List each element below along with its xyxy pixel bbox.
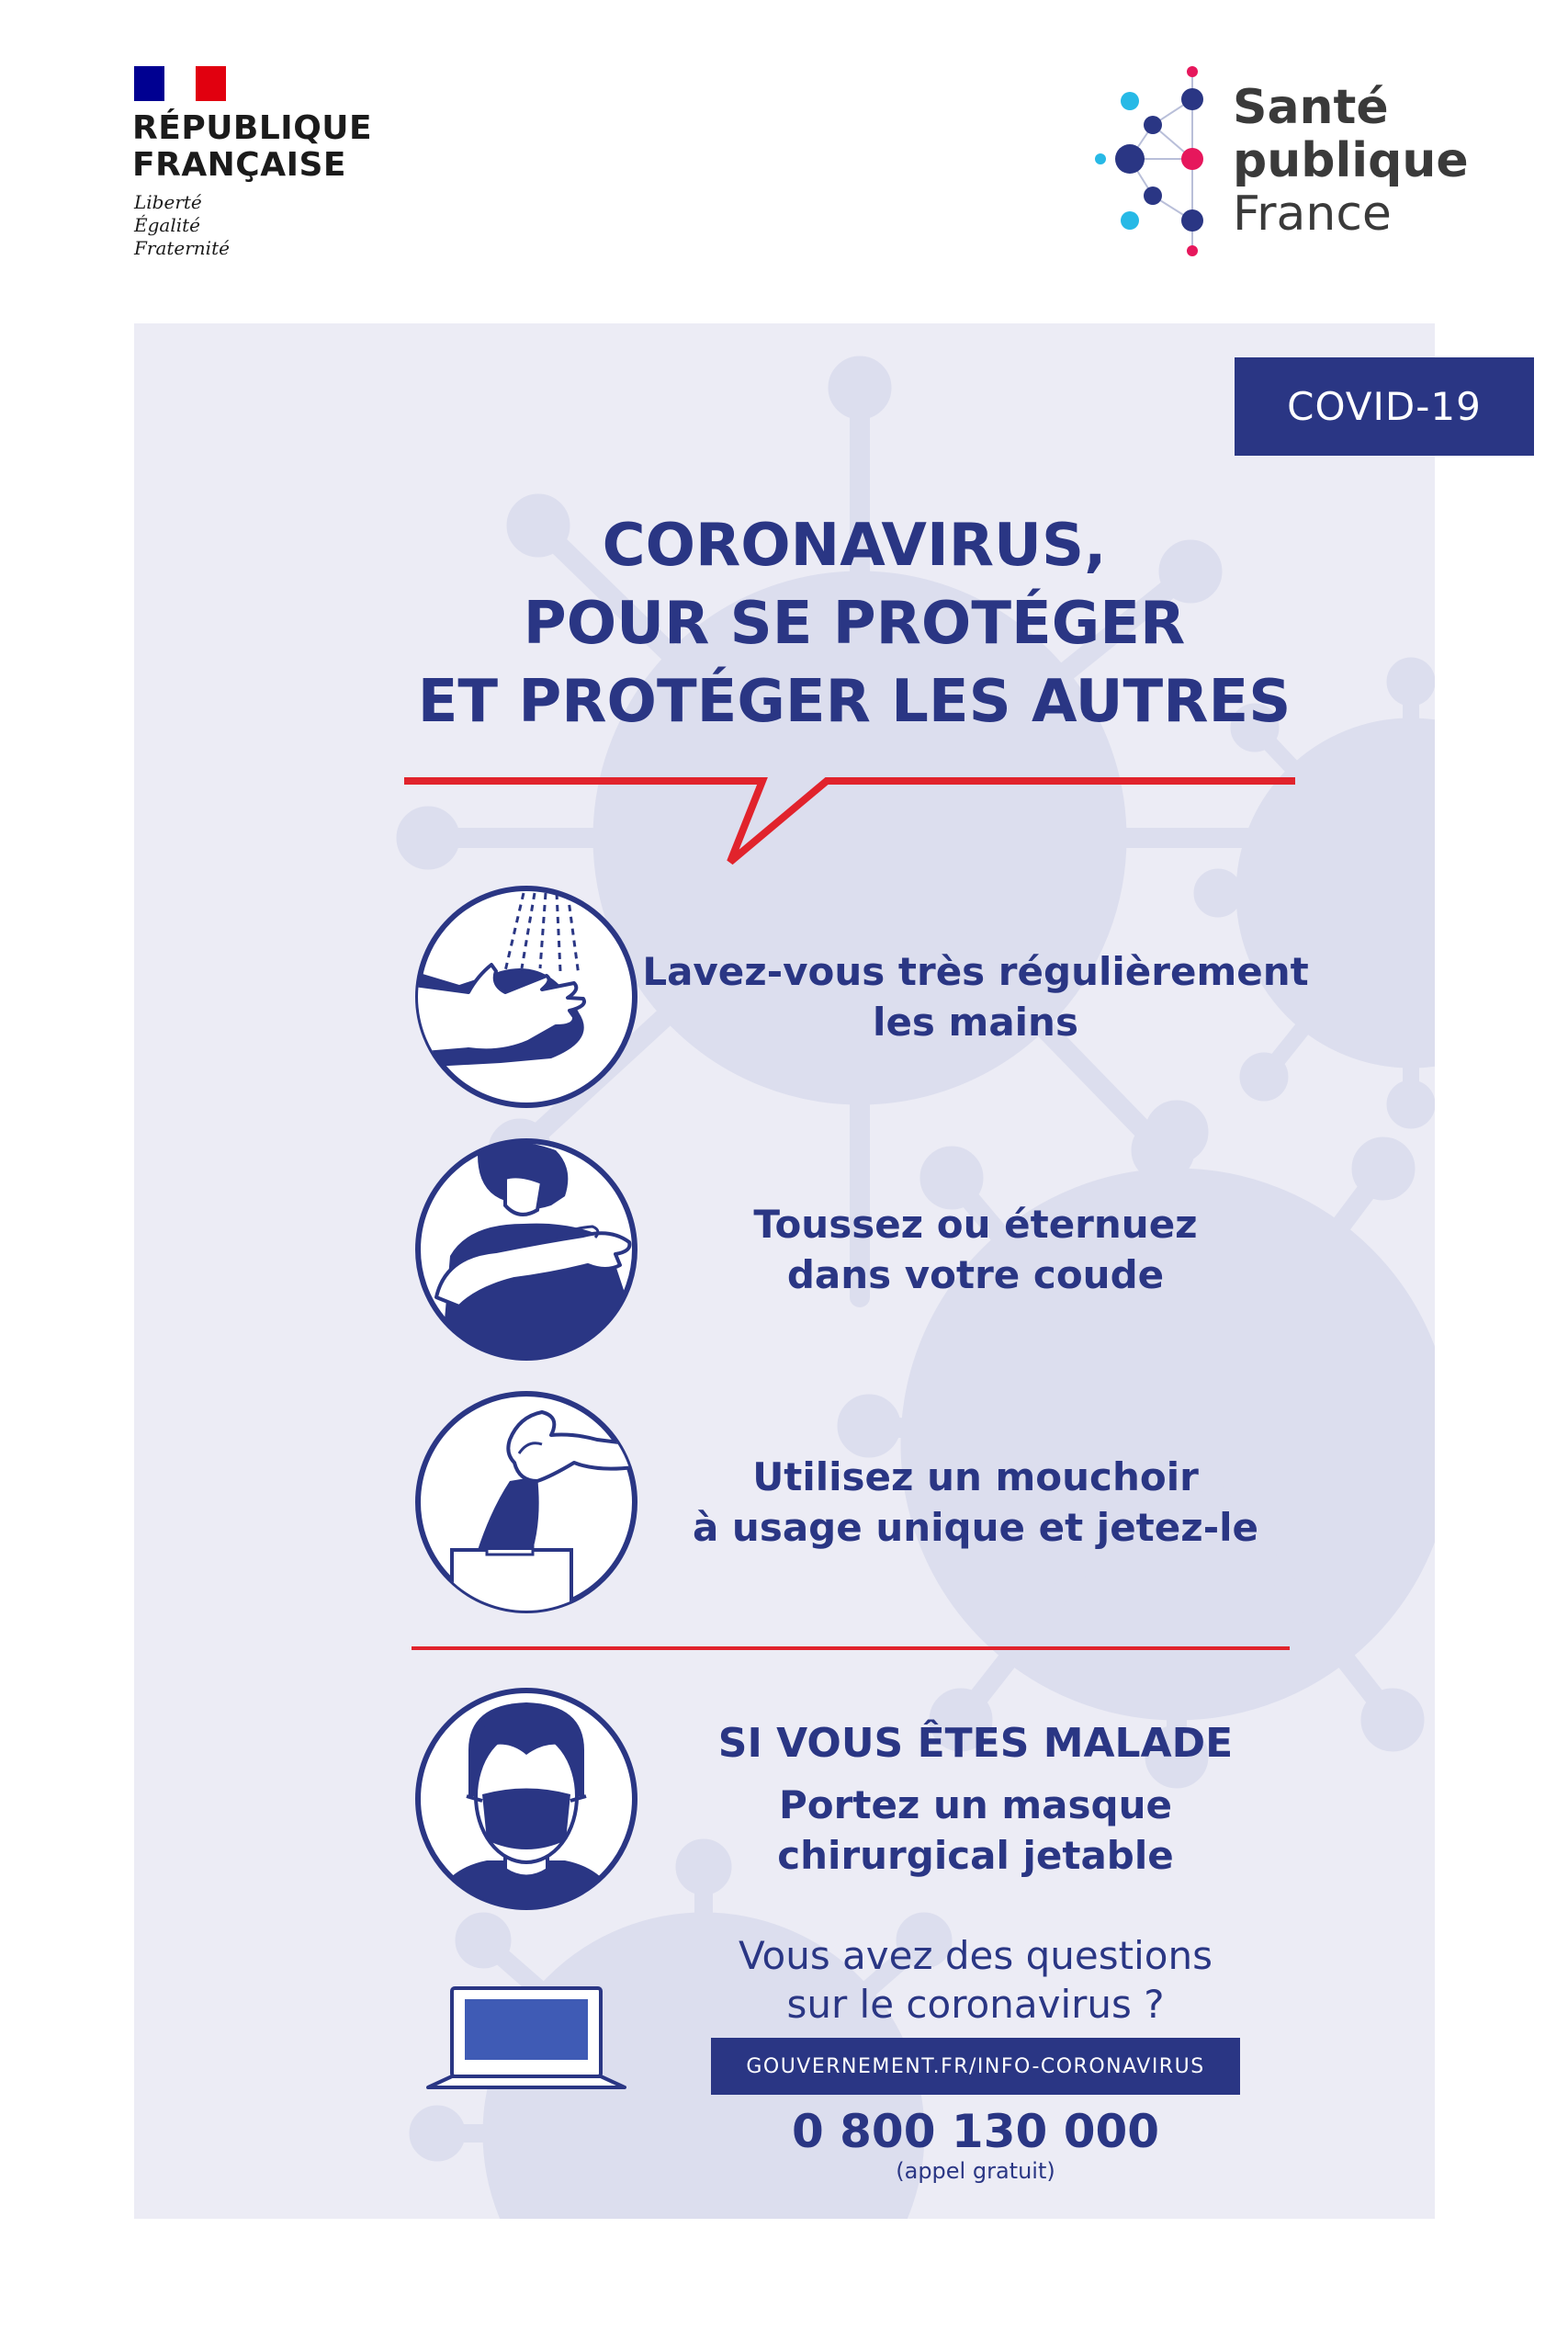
sick-line-2: chirurgical jetable: [777, 1833, 1174, 1878]
title-line-1: CORONAVIRUS,: [602, 512, 1107, 580]
spf-line-2: publique: [1233, 133, 1469, 188]
speech-bubble-line-icon: [404, 763, 1295, 868]
motto-egalite: Égalité: [134, 214, 200, 236]
cough-in-elbow-icon: [413, 1136, 639, 1363]
republique-francaise-flag: [134, 66, 226, 101]
questions-text: [636, 1931, 1315, 2029]
section-divider: [412, 1646, 1290, 1650]
rf-line-1: RÉPUBLIQUE: [132, 109, 373, 147]
spf-line-1: Santé: [1233, 80, 1389, 135]
gesture-1-line-2: les mains: [873, 1000, 1078, 1045]
sick-line-1: Portez un masque: [779, 1782, 1172, 1827]
title-line-2: POUR SE PROTÉGER: [523, 590, 1186, 658]
phone-note: (appel gratuit): [896, 2158, 1055, 2184]
tissue-icon: [413, 1389, 639, 1615]
gesture-tissue-text: [636, 1452, 1315, 1553]
question-line-2: sur le coronavirus ?: [786, 1982, 1165, 2027]
republique-francaise-name: [132, 110, 372, 184]
motto-liberte: Liberté: [134, 191, 202, 213]
gesture-2-line-1: Toussez ou éternuez: [753, 1202, 1198, 1247]
info-url-link[interactable]: GOUVERNEMENT.FR/INFO-CORONAVIRUS: [711, 2038, 1240, 2095]
gesture-3-line-2: à usage unique et jetez-le: [692, 1505, 1259, 1550]
title-line-3: ET PROTÉGER LES AUTRES: [417, 668, 1292, 736]
phone-number[interactable]: 0 800 130 000: [791, 2105, 1160, 2158]
sick-instructions: [636, 1718, 1315, 1881]
gesture-wash-hands-text: [636, 946, 1315, 1047]
spf-line-3: France: [1233, 187, 1392, 242]
laptop-icon: [424, 1984, 628, 2093]
hand-washing-icon: [413, 884, 639, 1110]
question-line-1: Vous avez des questions: [739, 1933, 1213, 1978]
gesture-1-line-1: Lavez-vous très régulièrement: [642, 949, 1309, 994]
sante-publique-name: [1233, 81, 1469, 241]
motto-fraternite: Fraternité: [134, 237, 230, 259]
sante-publique-logo-icon: [1093, 62, 1222, 260]
gesture-cough-elbow-text: [636, 1199, 1315, 1300]
sick-heading: SI VOUS ÊTES MALADE: [717, 1720, 1234, 1767]
covid-badge: COVID-19: [1235, 357, 1534, 456]
face-mask-icon: [413, 1686, 639, 1912]
poster-title: [276, 507, 1433, 741]
rf-line-2: FRANÇAISE: [132, 146, 346, 184]
republique-motto: [134, 191, 230, 260]
gesture-3-line-1: Utilisez un mouchoir: [752, 1454, 1199, 1499]
gesture-2-line-2: dans votre coude: [786, 1252, 1165, 1297]
